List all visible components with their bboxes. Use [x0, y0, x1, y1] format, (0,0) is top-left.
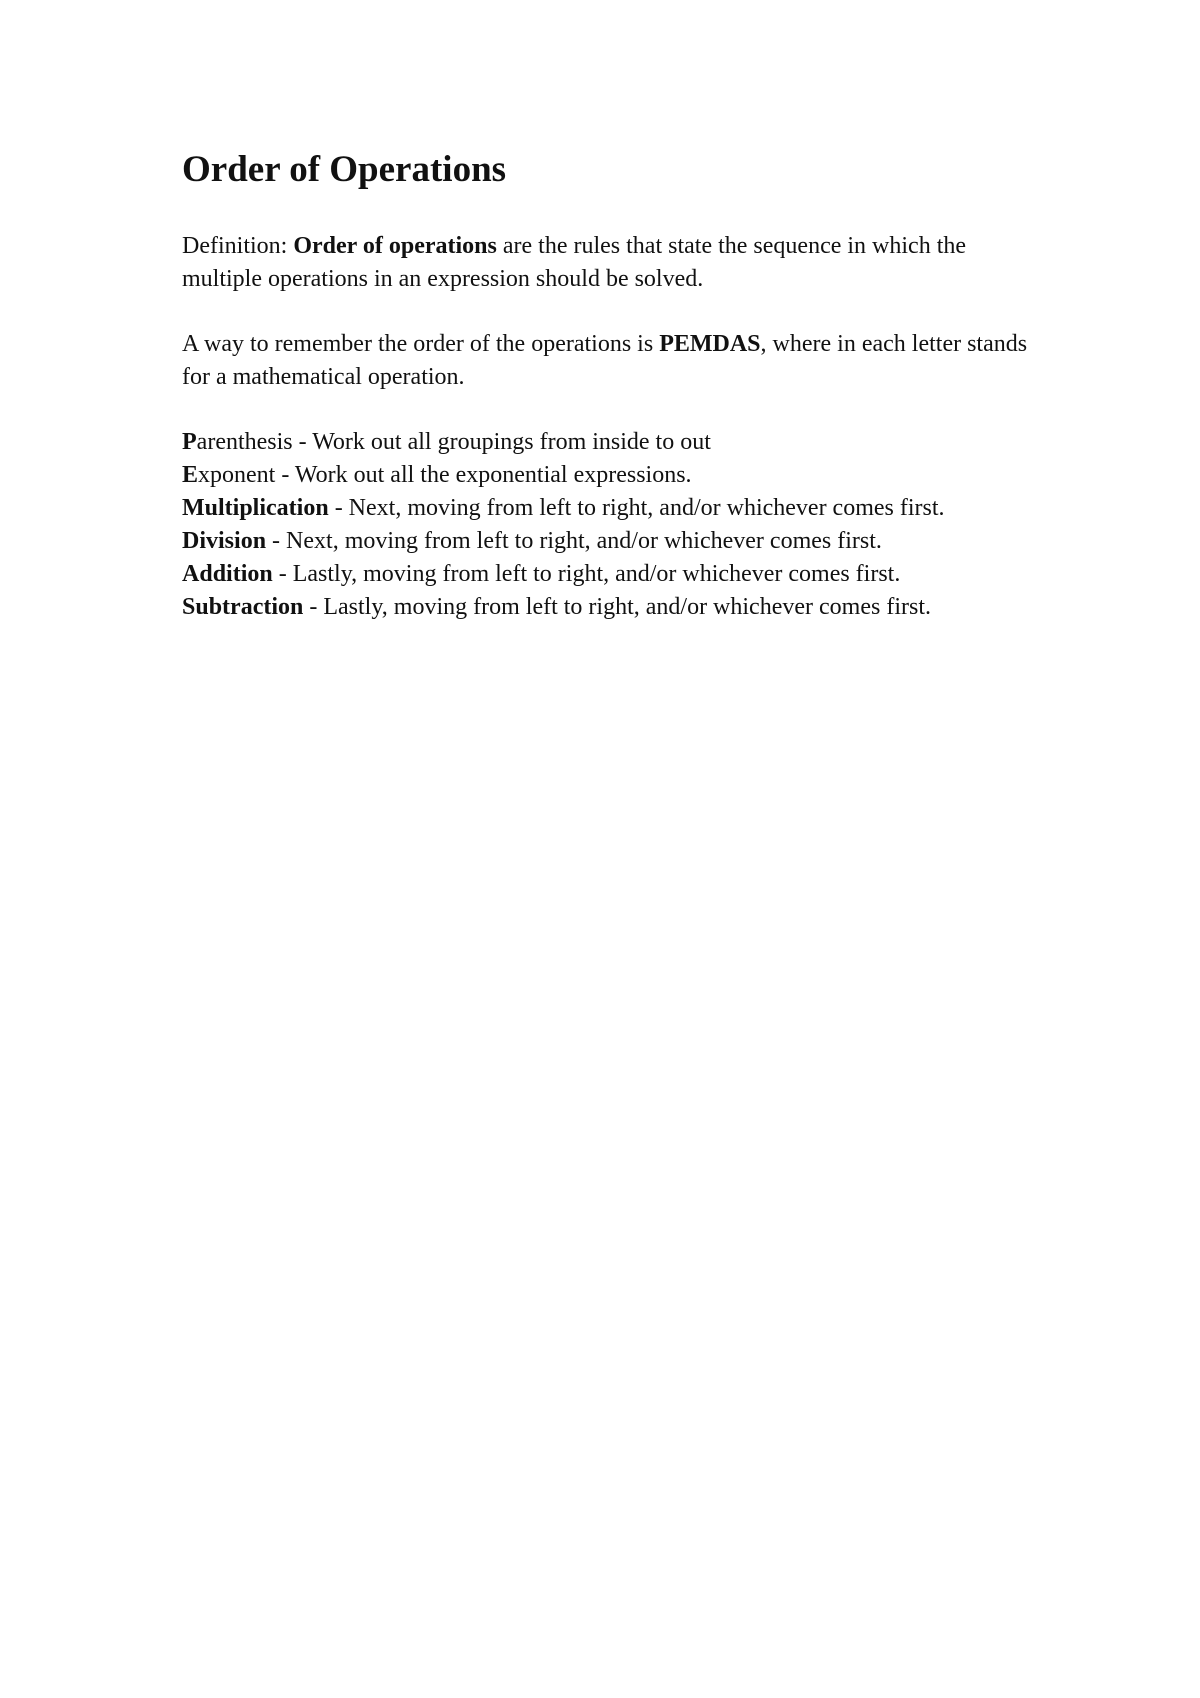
- operation-description: - Work out all the exponential expressions.: [275, 462, 692, 488]
- operation-description: - Lastly, moving from left to right, and/or whichever comes first.: [272, 561, 901, 587]
- operation-item-parenthesis: [182, 426, 1042, 459]
- document-content: [182, 146, 1042, 624]
- operation-initial: E: [182, 462, 199, 488]
- operation-description: - Next, moving from left to right, and/or whichever comes first.: [266, 528, 882, 554]
- operation-item-exponent: [182, 459, 1042, 492]
- definition-text: are the rules that state the sequence in which the multiple operations in an expression should be solved.: [182, 233, 967, 292]
- operation-name: [182, 561, 273, 587]
- mnemonic-paragraph: [182, 328, 1042, 394]
- definition-paragraph: [182, 230, 1042, 296]
- operation-name-rest: ivision: [199, 528, 267, 554]
- operation-name-rest: ubtraction: [195, 594, 304, 620]
- operation-name-rest: arenthesis: [196, 429, 293, 455]
- mnemonic-text-after: , where in each letter stands for a mathematical operation.: [182, 331, 1028, 390]
- definition-term: Order of operations: [293, 233, 497, 259]
- definition-label: Definition:: [182, 233, 294, 259]
- operation-item-addition: [182, 558, 1042, 591]
- operation-description: - Next, moving from left to right, and/or whichever comes first.: [328, 495, 945, 521]
- operation-name: [182, 528, 266, 554]
- operation-item-multiplication: [182, 492, 1042, 525]
- operation-name-rest: xponent: [198, 462, 276, 488]
- mnemonic-text-before: A way to remember the order of the operations is: [182, 331, 660, 357]
- mnemonic-acronym: PEMDAS: [659, 331, 761, 357]
- operation-name: [182, 594, 303, 620]
- operation-name: [182, 495, 329, 521]
- operation-name-rest: ultiplication: [204, 495, 329, 521]
- operation-initial: D: [182, 528, 200, 554]
- operation-initial: S: [182, 594, 196, 620]
- operation-description: - Lastly, moving from left to right, and/or whichever comes first.: [303, 594, 931, 620]
- operation-initial: P: [182, 429, 197, 455]
- operation-initial: A: [182, 561, 200, 587]
- operation-name-rest: ddition: [199, 561, 273, 587]
- operation-initial: M: [182, 495, 205, 521]
- operation-item-division: [182, 525, 1042, 558]
- operation-description: - Work out all groupings from inside to out: [292, 429, 711, 455]
- operation-item-subtraction: [182, 591, 1042, 624]
- operations-list: [182, 426, 1042, 624]
- page-title: Order of Operations: [182, 149, 507, 190]
